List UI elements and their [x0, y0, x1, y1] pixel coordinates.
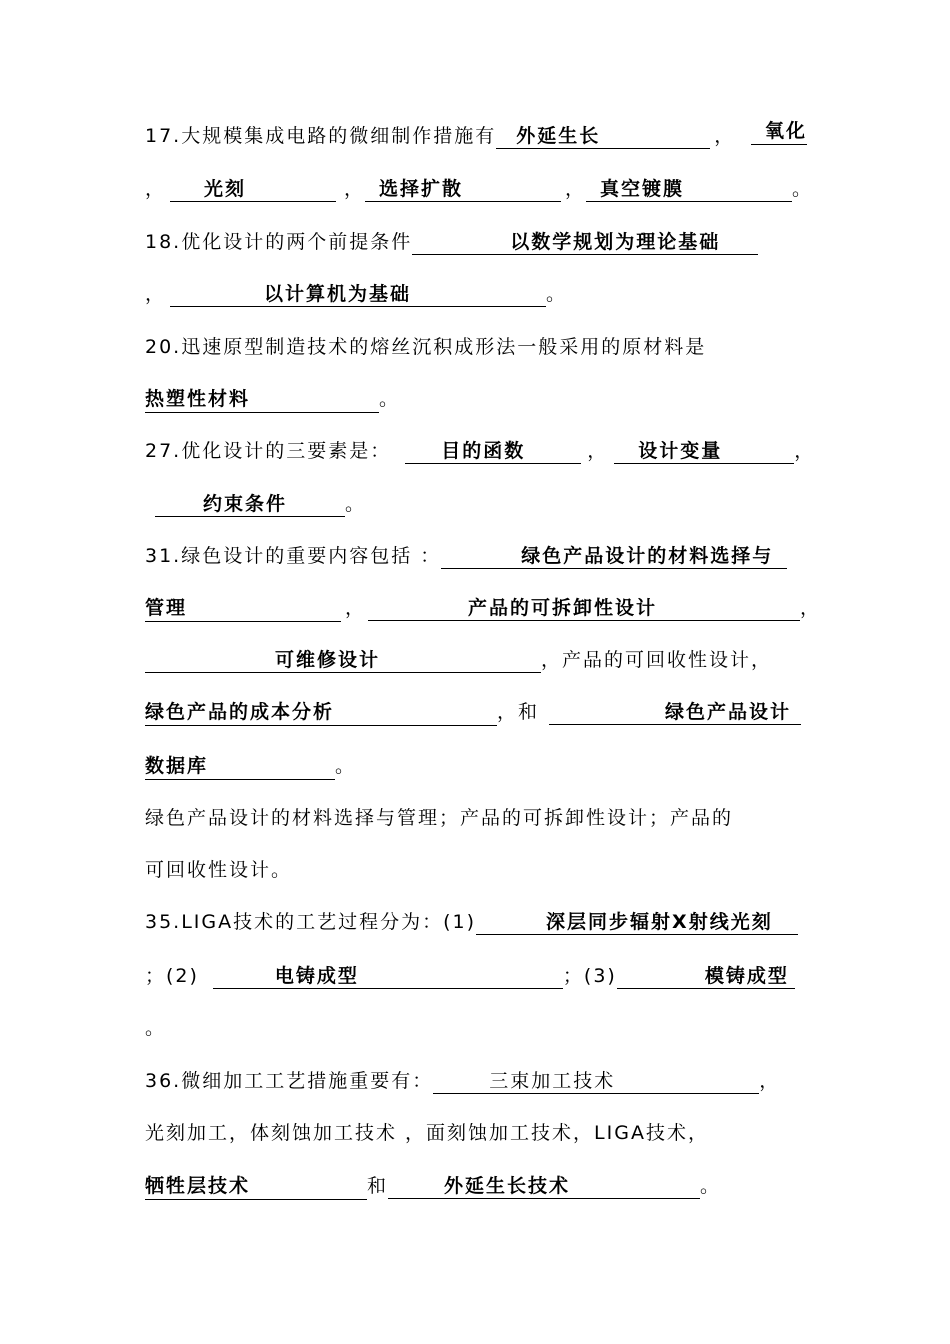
q17-answer-2: 氧化	[764, 120, 807, 142]
q18-line-2	[145, 276, 807, 312]
q17-end: 。	[792, 178, 814, 200]
q31-sep-2: ，	[800, 597, 822, 619]
q17-blank-3	[170, 176, 336, 202]
q17-answer-4: 选择扩散	[379, 178, 464, 200]
q36-answer-1: 三束加工技术	[489, 1070, 616, 1092]
q17-prompt: 17.大规模集成电路的微细制作措施有	[145, 125, 497, 147]
q20-line-2	[145, 381, 807, 417]
q35-p2: ；(2)	[145, 965, 199, 987]
q31-blank-1b	[145, 595, 341, 622]
q27-blank-2	[614, 438, 794, 464]
q31-line-3	[145, 642, 807, 678]
q27-end: 。	[345, 493, 367, 515]
q17-blank-1	[496, 123, 710, 149]
q36-answer-2: 牺牲层技术	[145, 1175, 251, 1197]
q17-line-2	[145, 171, 817, 207]
q31-answer-5a: 绿色产品设计	[665, 701, 792, 723]
q17-blank-2	[751, 118, 807, 145]
q17-sep-2: ，	[145, 178, 167, 200]
q36-end: 。	[700, 1175, 722, 1197]
q31-line-5	[145, 748, 807, 784]
q31-answer-5b: 数据库	[145, 755, 209, 777]
q27-sep-2: ，	[794, 440, 816, 462]
q35-line-2	[145, 958, 807, 994]
q36-line2-text: 光刻加工，体刻蚀加工技术 ，面刻蚀加工技术，LIGA技术，	[145, 1122, 709, 1144]
q36-blank-2	[145, 1173, 367, 1200]
q31-mid: ，产品的可回收性设计，	[541, 649, 773, 671]
q17-blank-5	[586, 176, 792, 202]
q17-sep-3: ，	[344, 178, 366, 200]
q35-p3: ；(3)	[562, 965, 617, 987]
q36-blank-1	[433, 1068, 759, 1094]
q20-end: 。	[379, 388, 401, 410]
q27-line-2	[145, 486, 807, 522]
q27-sep-1: ，	[587, 440, 609, 462]
q17-blank-4	[365, 176, 561, 202]
q20-line-1	[145, 329, 807, 365]
q18-prompt: 18.优化设计的两个前提条件	[145, 231, 413, 253]
q17-answer-3: 光刻	[204, 178, 247, 200]
q27-blank-3	[155, 491, 345, 517]
q35-answer-1: 深层同步辐射X射线光刻	[546, 911, 773, 933]
q31-note-1: 绿色产品设计的材料选择与管理；产品的可拆卸性设计；产品的	[145, 807, 734, 829]
q18-answer-1: 以数学规划为理论基础	[510, 231, 721, 253]
q31-note-2: 可回收性设计。	[145, 859, 293, 881]
q18-answer-2: 以计算机为基础	[264, 283, 412, 305]
q31-answer-4: 绿色产品的成本分析	[145, 701, 335, 723]
q36-prompt: 36.微细加工工艺措施重要有：	[145, 1070, 434, 1092]
q35-answer-3: 模铸成型	[704, 965, 789, 987]
q17-line-1	[145, 118, 807, 154]
q27-prompt: 27.优化设计的三要素是：	[145, 440, 392, 462]
q20-answer-1: 热塑性材料	[145, 388, 251, 410]
q31-answer-3: 可维修设计	[275, 649, 381, 671]
q31-note-line-2	[145, 852, 807, 888]
q31-sep-1: ，	[345, 597, 367, 619]
q31-line-1	[145, 538, 807, 574]
q27-answer-2: 设计变量	[638, 440, 723, 462]
q18-blank-2	[170, 281, 546, 307]
q31-answer-2: 产品的可拆卸性设计	[468, 597, 658, 619]
q36-line-2	[145, 1115, 807, 1151]
q35-line-3	[145, 1010, 807, 1046]
q31-blank-3	[145, 647, 541, 673]
q18-end: 。	[546, 283, 568, 305]
q20-blank-1	[145, 386, 379, 413]
q27-line-1	[145, 433, 817, 469]
q18-line-1	[145, 224, 807, 260]
q31-line-4	[145, 694, 807, 730]
q31-line-2	[145, 590, 822, 626]
q36-and: 和	[367, 1175, 389, 1197]
q35-blank-3	[617, 963, 795, 989]
q18-sep-1: ，	[145, 283, 167, 305]
q31-prompt: 31.绿色设计的重要内容包括 ：	[145, 545, 442, 567]
q36-sep-1: ，	[759, 1070, 781, 1092]
q35-answer-2: 电铸成型	[274, 965, 359, 987]
q36-line-3	[145, 1168, 807, 1204]
q31-blank-5a	[549, 699, 801, 725]
q35-blank-1	[476, 909, 798, 935]
q36-line-1	[145, 1063, 807, 1099]
q27-blank-1	[405, 438, 581, 464]
q31-blank-5b	[145, 753, 335, 780]
q17-answer-5: 真空镀膜	[600, 178, 685, 200]
q31-note-line-1	[145, 800, 807, 836]
q31-answer-1a: 绿色产品设计的材料选择与	[521, 545, 774, 567]
q36-blank-3	[388, 1173, 700, 1199]
q17-sep-4: ，	[565, 178, 587, 200]
q35-end: 。	[145, 1017, 167, 1039]
q27-answer-1: 目的函数	[441, 440, 526, 462]
q20-prompt: 20.迅速原型制造技术的熔丝沉积成形法一般采用的原材料是	[145, 336, 707, 358]
q31-end: 。	[335, 755, 357, 777]
q35-blank-2	[213, 963, 563, 989]
q17-sep-1: ，	[714, 125, 736, 147]
q31-answer-1b: 管理	[145, 597, 188, 619]
q35-line-1	[145, 904, 807, 940]
q31-blank-2	[368, 595, 800, 621]
q17-answer-1: 外延生长	[516, 125, 601, 147]
q27-answer-3: 约束条件	[203, 493, 288, 515]
q31-and: ，和	[497, 701, 540, 723]
q31-blank-1a	[441, 543, 787, 569]
q18-blank-1	[412, 229, 758, 255]
q35-prompt: 35.LIGA技术的工艺过程分为：(1)	[145, 911, 477, 933]
q36-answer-3: 外延生长技术	[444, 1175, 571, 1197]
q31-blank-4	[145, 699, 497, 726]
